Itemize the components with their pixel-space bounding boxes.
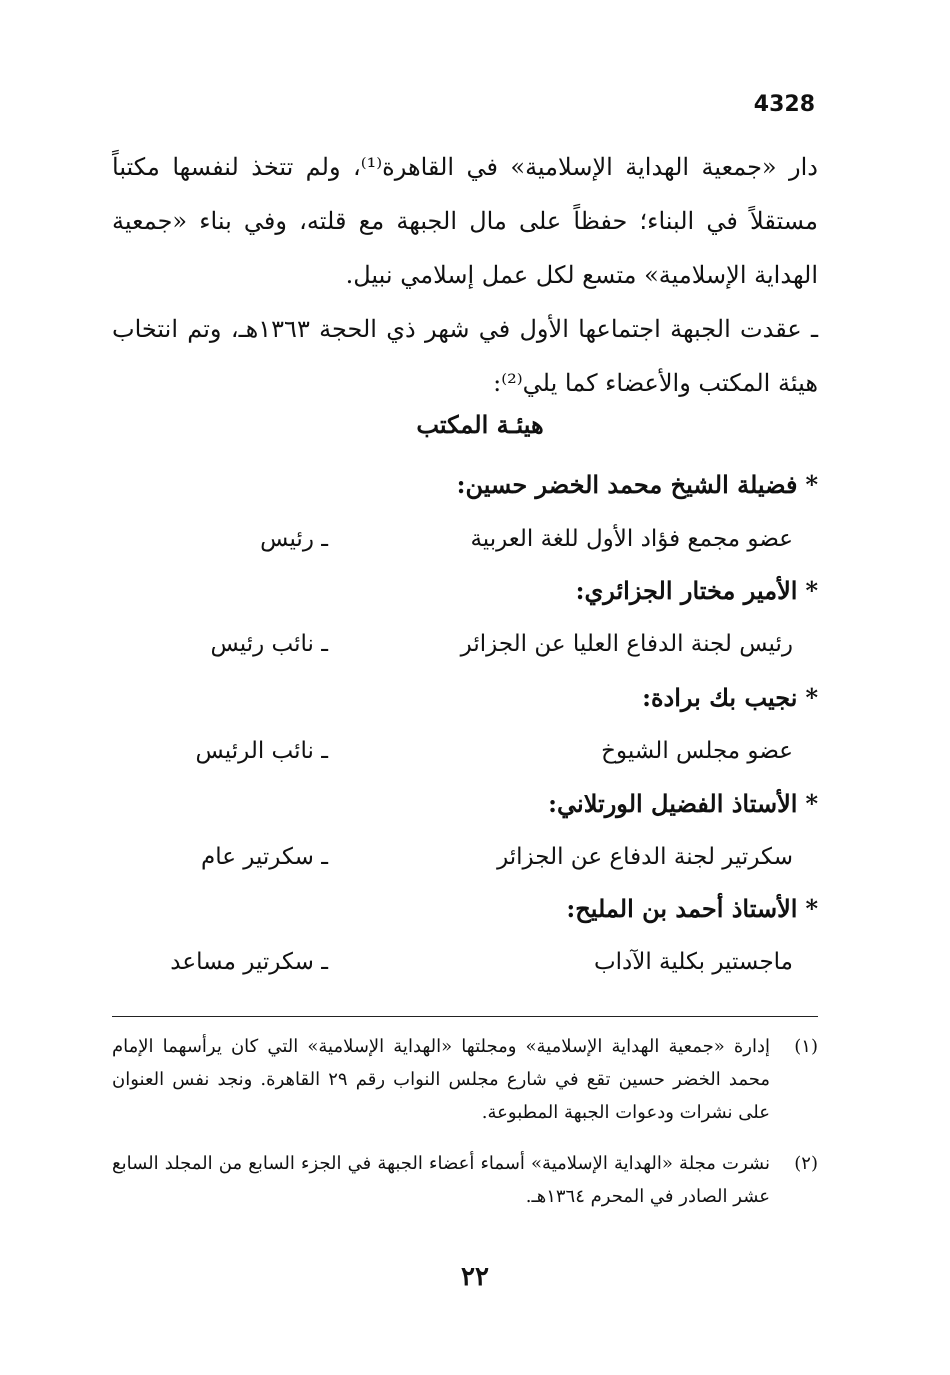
member-name: الأمير مختار الجزائري: [575, 576, 798, 605]
member-name: الأستاذ الفضيل الورتلاني: [548, 789, 798, 818]
bullet-star: * [805, 470, 818, 499]
footnote [112, 1030, 818, 1129]
member-role: ـ نائب رئيس [210, 631, 328, 657]
member-name-line [576, 566, 818, 616]
paragraph: دار «جمعية الهداية الإسلامية» في القاهرة⁽¹⁾، ولم تتخذ لنفسها مكتباً مستقلاً في البناء؛ حفظاً على مال الجبهة مع قلته، وفي بناء «جمعية الهداية الإسلامية» متسع لكل عمل إسلامي نبيل. [112, 153, 818, 289]
member-name: الأستاذ أحمد بن المليح: [566, 894, 798, 923]
member-description: عضو مجمع فؤاد الأول للغة العربية [470, 526, 793, 552]
bullet-star: * [805, 576, 818, 605]
paragraph: ـ عقدت الجبهة اجتماعها الأول في شهر ذي الحجة ١٣٦٣هـ، وتم انتخاب هيئة المكتب والأعضاء كما يلي⁽²⁾: [112, 315, 819, 397]
member-description: رئيس لجنة الدفاع العليا عن الجزائر [460, 631, 793, 657]
footnote-marker: (٢) [794, 1153, 818, 1174]
footnote-divider [112, 1016, 818, 1017]
bullet-star: * [805, 789, 818, 818]
footnote [112, 1147, 818, 1213]
footnote-text: نشرت مجلة «الهداية الإسلامية» أسماء أعضاء الجبهة في الجزء السابع من المجلد السابع عشر الصادر في المحرم ١٣٦٤هـ. [112, 1153, 770, 1207]
member-role: ـ سكرتير عام [200, 844, 328, 870]
member-description: سكرتير لجنة الدفاع عن الجزائر [497, 844, 793, 870]
page-number: ٢٢ [461, 1262, 489, 1292]
member-name-line [457, 460, 818, 510]
member-list [112, 460, 818, 975]
bullet-star: * [805, 894, 818, 923]
footnotes [112, 1030, 818, 1213]
member-name: نجيب بك برادة: [642, 683, 798, 712]
member-name-line [642, 673, 818, 723]
member-name: فضيلة الشيخ محمد الخضر حسين: [456, 470, 798, 499]
section-heading: هيئـة المكتب [416, 410, 544, 439]
member-role: ـ رئيس [260, 526, 328, 552]
footnote-text: إدارة «جمعية الهداية الإسلامية» ومجلتها «الهداية الإسلامية» التي كان يرأسهما الإمام محمد الخضر حسين تقع في شارع مجلس النواب رقم ٢٩ القاهرة. ونجد نفس العنوان على نشرات ودعوات الجبهة المطبوعة. [112, 1036, 771, 1123]
bullet-star: * [805, 683, 818, 712]
page-id: 4328 [753, 92, 815, 117]
member-name-line [548, 779, 818, 829]
member-description: عضو مجلس الشيوخ [601, 738, 793, 764]
member-role: ـ نائب الرئيس [195, 738, 328, 764]
member-role: ـ سكرتير مساعد [170, 949, 328, 975]
footnote-marker: (١) [794, 1036, 818, 1057]
body-text [112, 140, 818, 410]
member-description: ماجستير بكلية الآداب [593, 949, 793, 975]
member-name-line [566, 884, 818, 934]
